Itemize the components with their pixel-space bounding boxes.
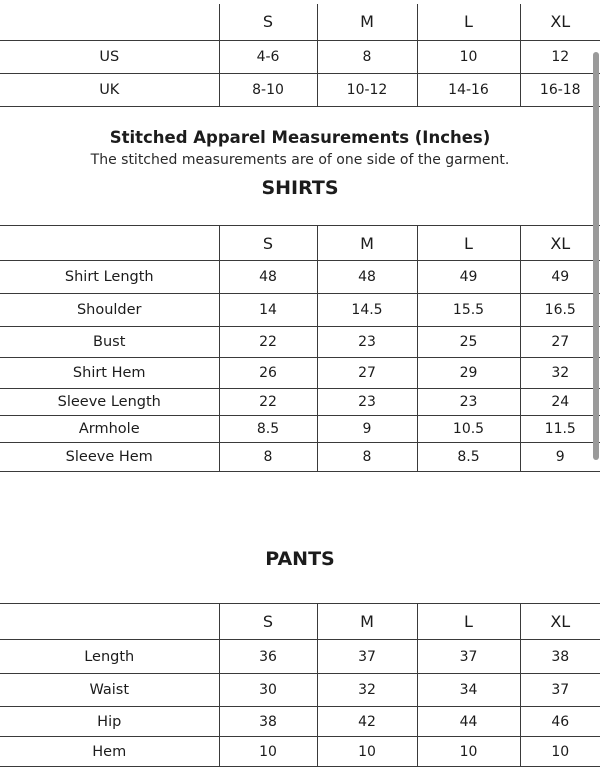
- header-cell: XL: [520, 604, 600, 640]
- cell-value: 37: [417, 640, 520, 674]
- table-row: [0, 416, 600, 443]
- cell-value: 10: [417, 737, 520, 767]
- cell-value: 38: [219, 707, 317, 737]
- row-label: Shoulder: [0, 294, 219, 327]
- header-cell: L: [417, 604, 520, 640]
- cell-value: 26: [219, 358, 317, 389]
- header-cell: L: [417, 4, 520, 40]
- cell-value: 23: [417, 389, 520, 416]
- cell-value: 48: [317, 261, 417, 294]
- table-header-row: [0, 4, 600, 40]
- row-label: Waist: [0, 674, 219, 707]
- table-row: [0, 674, 600, 707]
- header-cell: M: [317, 604, 417, 640]
- cell-value: 10: [317, 737, 417, 767]
- table-row: [0, 327, 600, 358]
- row-label: Shirt Hem: [0, 358, 219, 389]
- cell-value: 44: [417, 707, 520, 737]
- cell-value: 37: [520, 674, 600, 707]
- header-cell: [0, 604, 219, 640]
- cell-value: 24: [520, 389, 600, 416]
- cell-value: 10-12: [317, 73, 417, 106]
- cell-value: 27: [317, 358, 417, 389]
- cell-value: 22: [219, 389, 317, 416]
- cell-value: 29: [417, 358, 520, 389]
- cell-value: 15.5: [417, 294, 520, 327]
- row-label: Hip: [0, 707, 219, 737]
- cell-value: 8.5: [219, 416, 317, 443]
- table-header-row: [0, 226, 600, 261]
- cell-value: 10: [219, 737, 317, 767]
- cell-value: 10.5: [417, 416, 520, 443]
- header-cell: [0, 226, 219, 261]
- cell-value: 23: [317, 389, 417, 416]
- cell-value: 22: [219, 327, 317, 358]
- shirts-table: [0, 225, 600, 472]
- row-label: Shirt Length: [0, 261, 219, 294]
- row-label: UK: [0, 73, 219, 106]
- row-label: Bust: [0, 327, 219, 358]
- cell-value: 32: [520, 358, 600, 389]
- row-label: Sleeve Hem: [0, 443, 219, 472]
- table-row: [0, 389, 600, 416]
- table-row: [0, 640, 600, 674]
- header-cell: [0, 4, 219, 40]
- header-cell: XL: [520, 4, 600, 40]
- header-cell: S: [219, 604, 317, 640]
- table-row: [0, 73, 600, 106]
- table-row: [0, 40, 600, 73]
- table-row: [0, 261, 600, 294]
- cell-value: 30: [219, 674, 317, 707]
- cell-value: 10: [520, 737, 600, 767]
- header-cell: L: [417, 226, 520, 261]
- size-conversion-table: [0, 4, 600, 107]
- cell-value: 9: [520, 443, 600, 472]
- cell-value: 11.5: [520, 416, 600, 443]
- cell-value: 25: [417, 327, 520, 358]
- header-cell: S: [219, 226, 317, 261]
- cell-value: 49: [417, 261, 520, 294]
- cell-value: 16-18: [520, 73, 600, 106]
- cell-value: 38: [520, 640, 600, 674]
- table-row: [0, 294, 600, 327]
- cell-value: 14-16: [417, 73, 520, 106]
- cell-value: 46: [520, 707, 600, 737]
- header-cell: M: [317, 226, 417, 261]
- cell-value: 10: [417, 40, 520, 73]
- cell-value: 23: [317, 327, 417, 358]
- measurements-note: The stitched measurements are of one side of the garment.: [90, 152, 510, 168]
- cell-value: 34: [417, 674, 520, 707]
- cell-value: 4-6: [219, 40, 317, 73]
- cell-value: 14: [219, 294, 317, 327]
- cell-value: 12: [520, 40, 600, 73]
- row-label: US: [0, 40, 219, 73]
- cell-value: 8-10: [219, 73, 317, 106]
- cell-value: 16.5: [520, 294, 600, 327]
- scroll-indicator[interactable]: [593, 52, 599, 460]
- cell-value: 14.5: [317, 294, 417, 327]
- header-cell: XL: [520, 226, 600, 261]
- cell-value: 9: [317, 416, 417, 443]
- cell-value: 8: [317, 443, 417, 472]
- row-label: Sleeve Length: [0, 389, 219, 416]
- shirts-heading: SHIRTS: [261, 177, 339, 199]
- table-row: [0, 737, 600, 767]
- cell-value: 8.5: [417, 443, 520, 472]
- header-cell: M: [317, 4, 417, 40]
- cell-value: 27: [520, 327, 600, 358]
- cell-value: 37: [317, 640, 417, 674]
- row-label: Armhole: [0, 416, 219, 443]
- cell-value: 32: [317, 674, 417, 707]
- row-label: Length: [0, 640, 219, 674]
- pants-heading: PANTS: [265, 548, 335, 570]
- table-row: [0, 707, 600, 737]
- table-row: [0, 443, 600, 472]
- measurements-title: Stitched Apparel Measurements (Inches): [109, 128, 491, 147]
- pants-table: [0, 603, 600, 767]
- cell-value: 42: [317, 707, 417, 737]
- row-label: Hem: [0, 737, 219, 767]
- table-row: [0, 358, 600, 389]
- cell-value: 8: [219, 443, 317, 472]
- cell-value: 8: [317, 40, 417, 73]
- cell-value: 36: [219, 640, 317, 674]
- header-cell: S: [219, 4, 317, 40]
- table-header-row: [0, 604, 600, 640]
- cell-value: 48: [219, 261, 317, 294]
- cell-value: 49: [520, 261, 600, 294]
